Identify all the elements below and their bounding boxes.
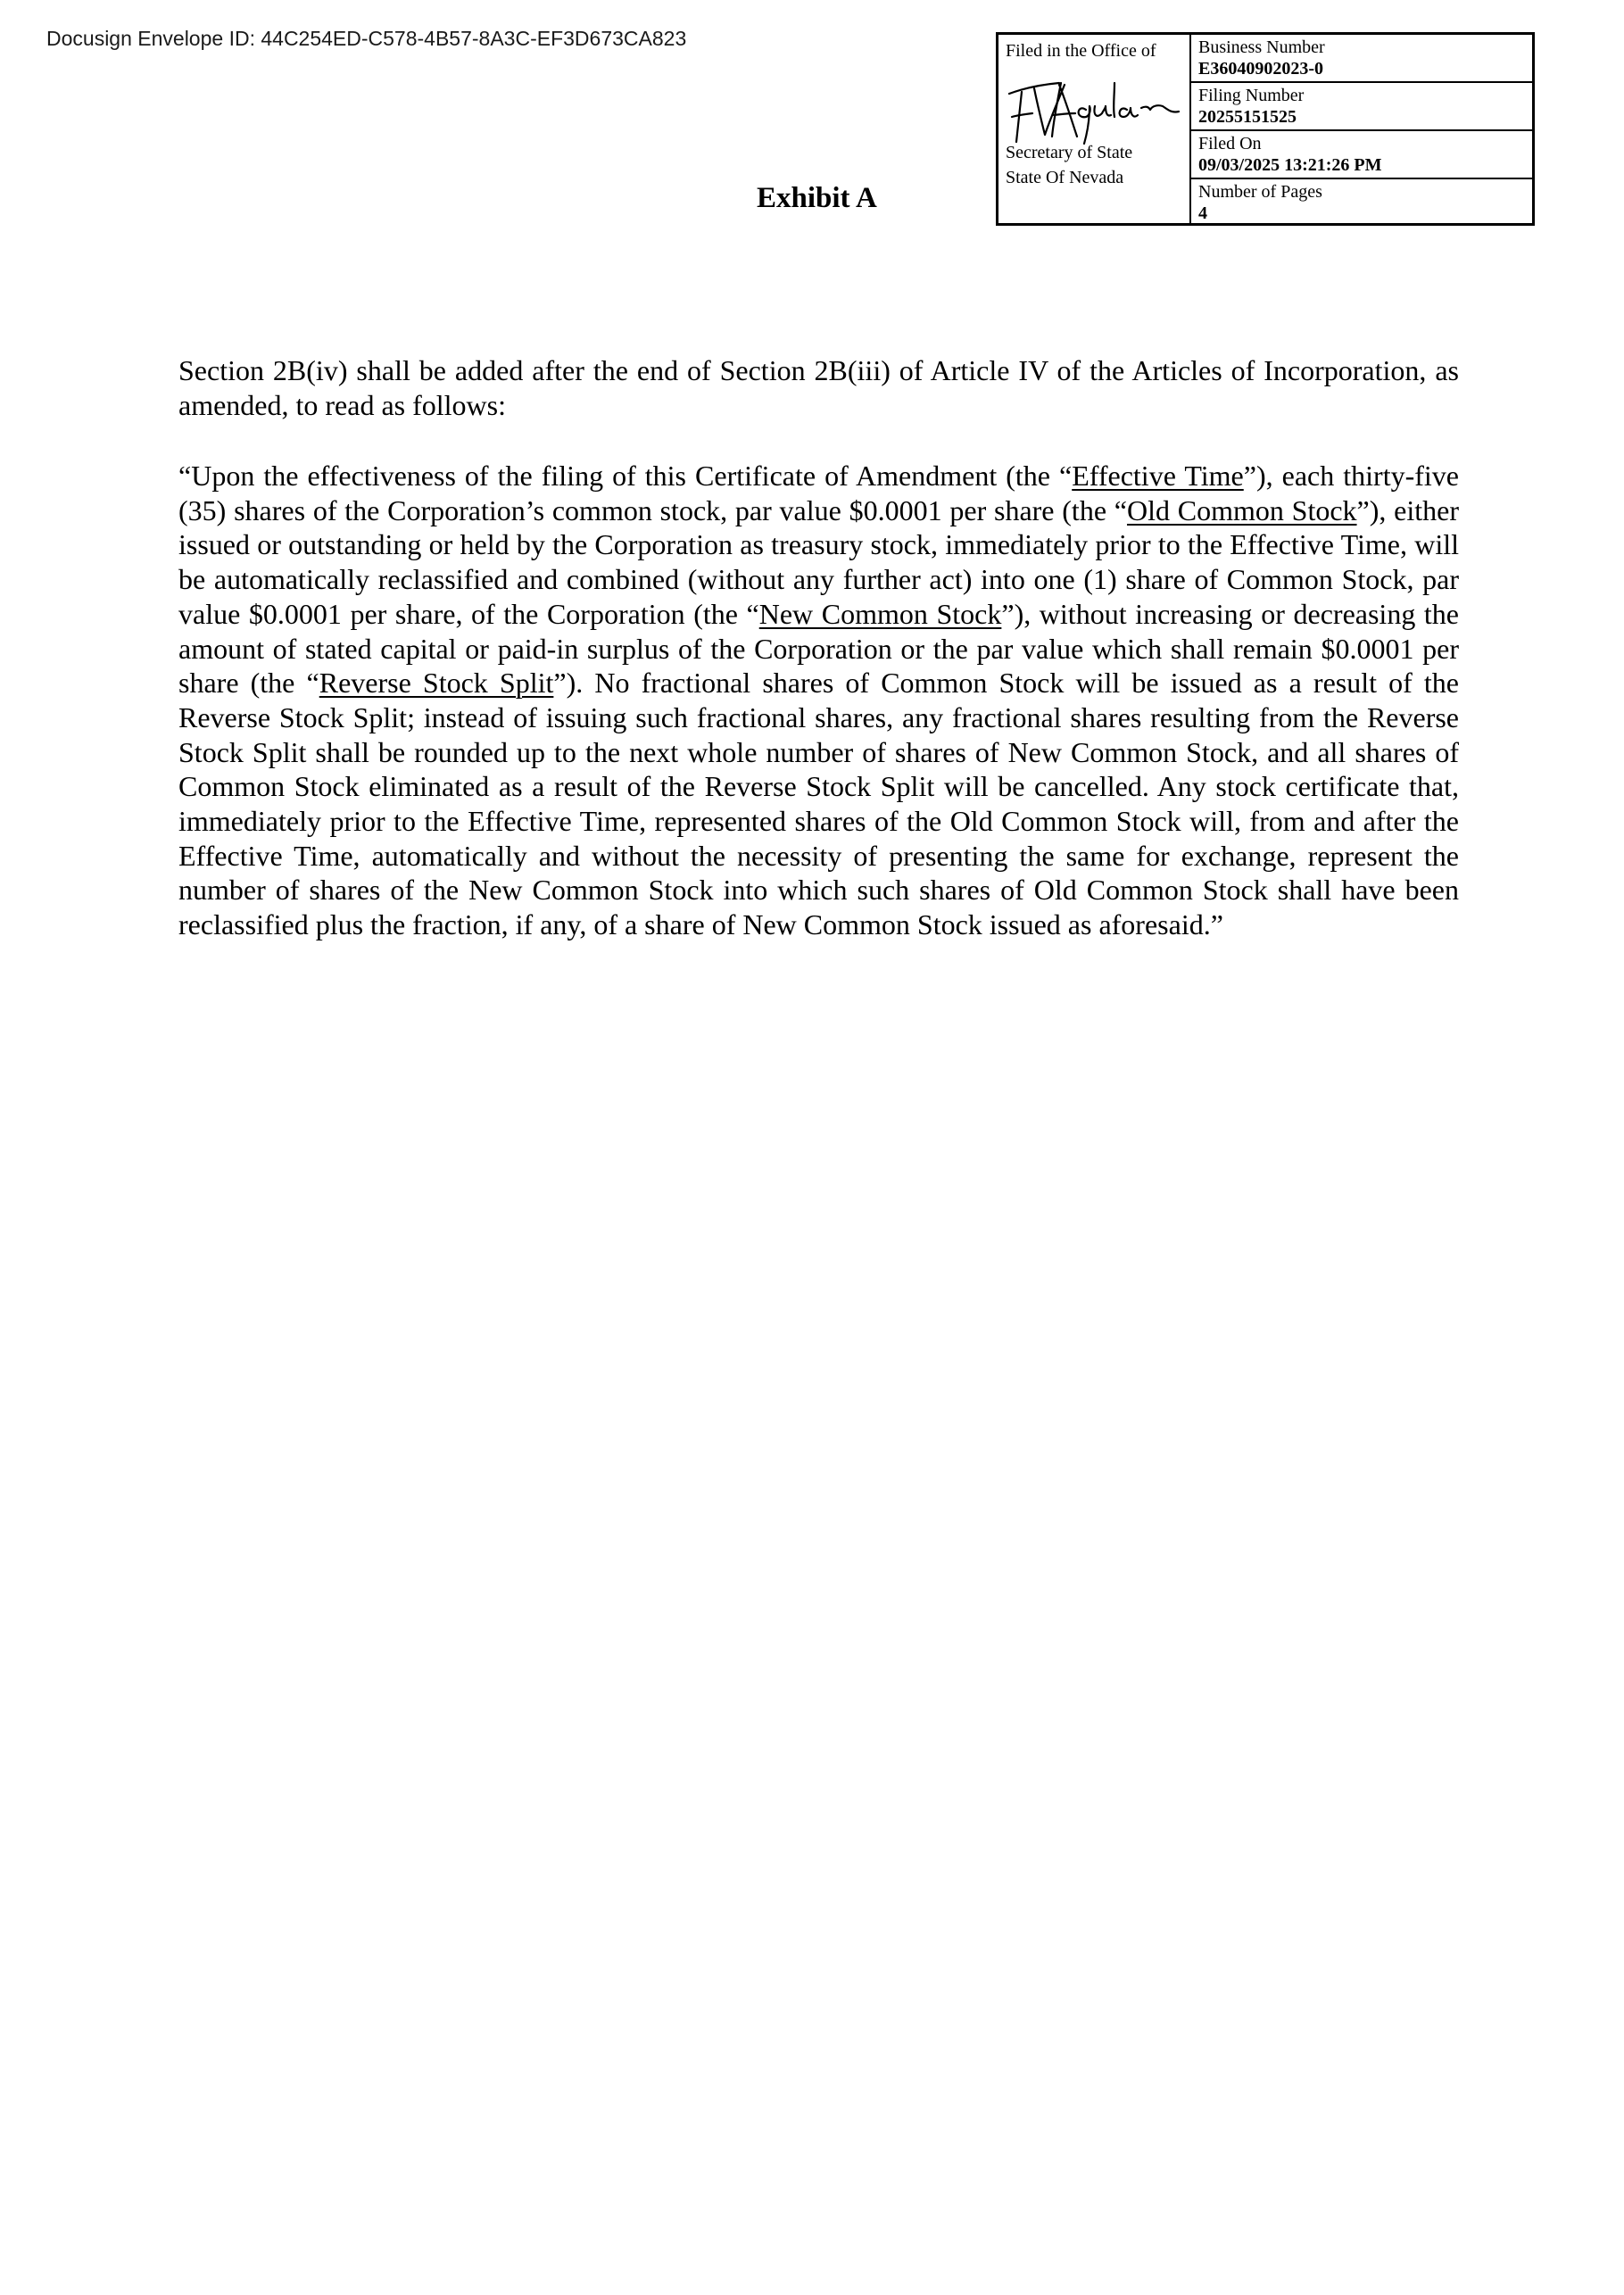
filing-stamp — [996, 32, 1535, 226]
business-number-value: E36040902023-0 — [1198, 59, 1323, 79]
secretary-of-state-block — [1006, 140, 1132, 190]
envelope-id: Docusign Envelope ID: 44C254ED-C578-4B57-8A3C-EF3D673CA823 — [46, 27, 687, 50]
business-number-label: Business Number — [1198, 37, 1325, 57]
filing-number-label: Filing Number — [1198, 86, 1305, 105]
intro-paragraph: Section 2B(iv) shall be added after the end of Section 2B(iii) of Article IV of the Articles of Incorporation, as amended, to read as follows: — [178, 354, 1459, 421]
defined-term-old-common-stock: Old Common Stock — [1126, 493, 1357, 526]
defined-term-new-common-stock: New Common Stock — [758, 597, 1002, 630]
filed-in-office-label: Filed in the Office of — [1006, 41, 1156, 61]
amendment-text-segment: ”), either issued or outstanding or held by the Corporation as treasury stock, immediately prior to the Effective Time, will be automatically reclassified and combined (without any further act) into one (1) share of Common Stock, par value $0.0001 per share, of the Corporation (the “ — [178, 493, 1459, 630]
page-title: Exhibit A — [757, 182, 877, 214]
amendment-text-segment: ”), without increasing or decreasing the amount of stated capital or paid-in surplus of the Corporation or the par value which shall remain $0.0001 per share (the “ — [178, 597, 1460, 700]
number-of-pages-value: 4 — [1198, 203, 1207, 223]
number-of-pages-cell — [1191, 179, 1532, 226]
amendment-paragraph — [178, 459, 1459, 942]
amendment-text-segment: ”), each thirty-five (35) shares of the Corporation’s common stock, par value $0.0001 per share (the “ — [178, 460, 1460, 526]
business-number-cell — [1191, 35, 1532, 83]
filing-number-value: 20255151525 — [1198, 107, 1297, 127]
amendment-text-segment: “Upon the effectiveness of the filing of this Certificate of Amendment (the “ — [178, 460, 1073, 492]
filing-office-block — [998, 35, 1191, 223]
filing-fields — [1191, 35, 1532, 223]
filed-on-cell — [1191, 131, 1532, 179]
secretary-of-state-label: Secretary of State — [1006, 143, 1133, 162]
handwritten-signature — [1004, 65, 1186, 147]
amendment-text-segment: ”). No fractional shares of Common Stock will be issued as a result of the Reverse Stock Split; instead of issuing such fractional shares, any fractional shares resulting from the Reverse Stock Split shall be rounded up to the next whole number of shares of New Common Stock, and all shares of Common Stock eliminated as a result of the Reverse Stock Split will be cancelled. Any stock certificate that, immediately prior to the Effective Time, represented shares of the Old Common Stock will, from and after the Effective Time, automatically and without the necessity of presenting the same for exchange, represent the number of shares of the New Common Stock into which such shares of Old Common Stock shall have been reclassified plus the fraction, if any, of a share of New Common Stock issued as aforesaid.” — [178, 667, 1460, 941]
number-of-pages-label: Number of Pages — [1198, 182, 1322, 202]
defined-term-reverse-stock-split: Reverse Stock Split — [319, 667, 554, 700]
filing-number-cell — [1191, 83, 1532, 131]
state-label: State Of Nevada — [1006, 168, 1124, 187]
filed-on-label: Filed On — [1198, 134, 1262, 153]
filed-on-value: 09/03/2025 13:21:26 PM — [1198, 155, 1382, 175]
defined-term-effective-time: Effective Time — [1072, 460, 1244, 492]
